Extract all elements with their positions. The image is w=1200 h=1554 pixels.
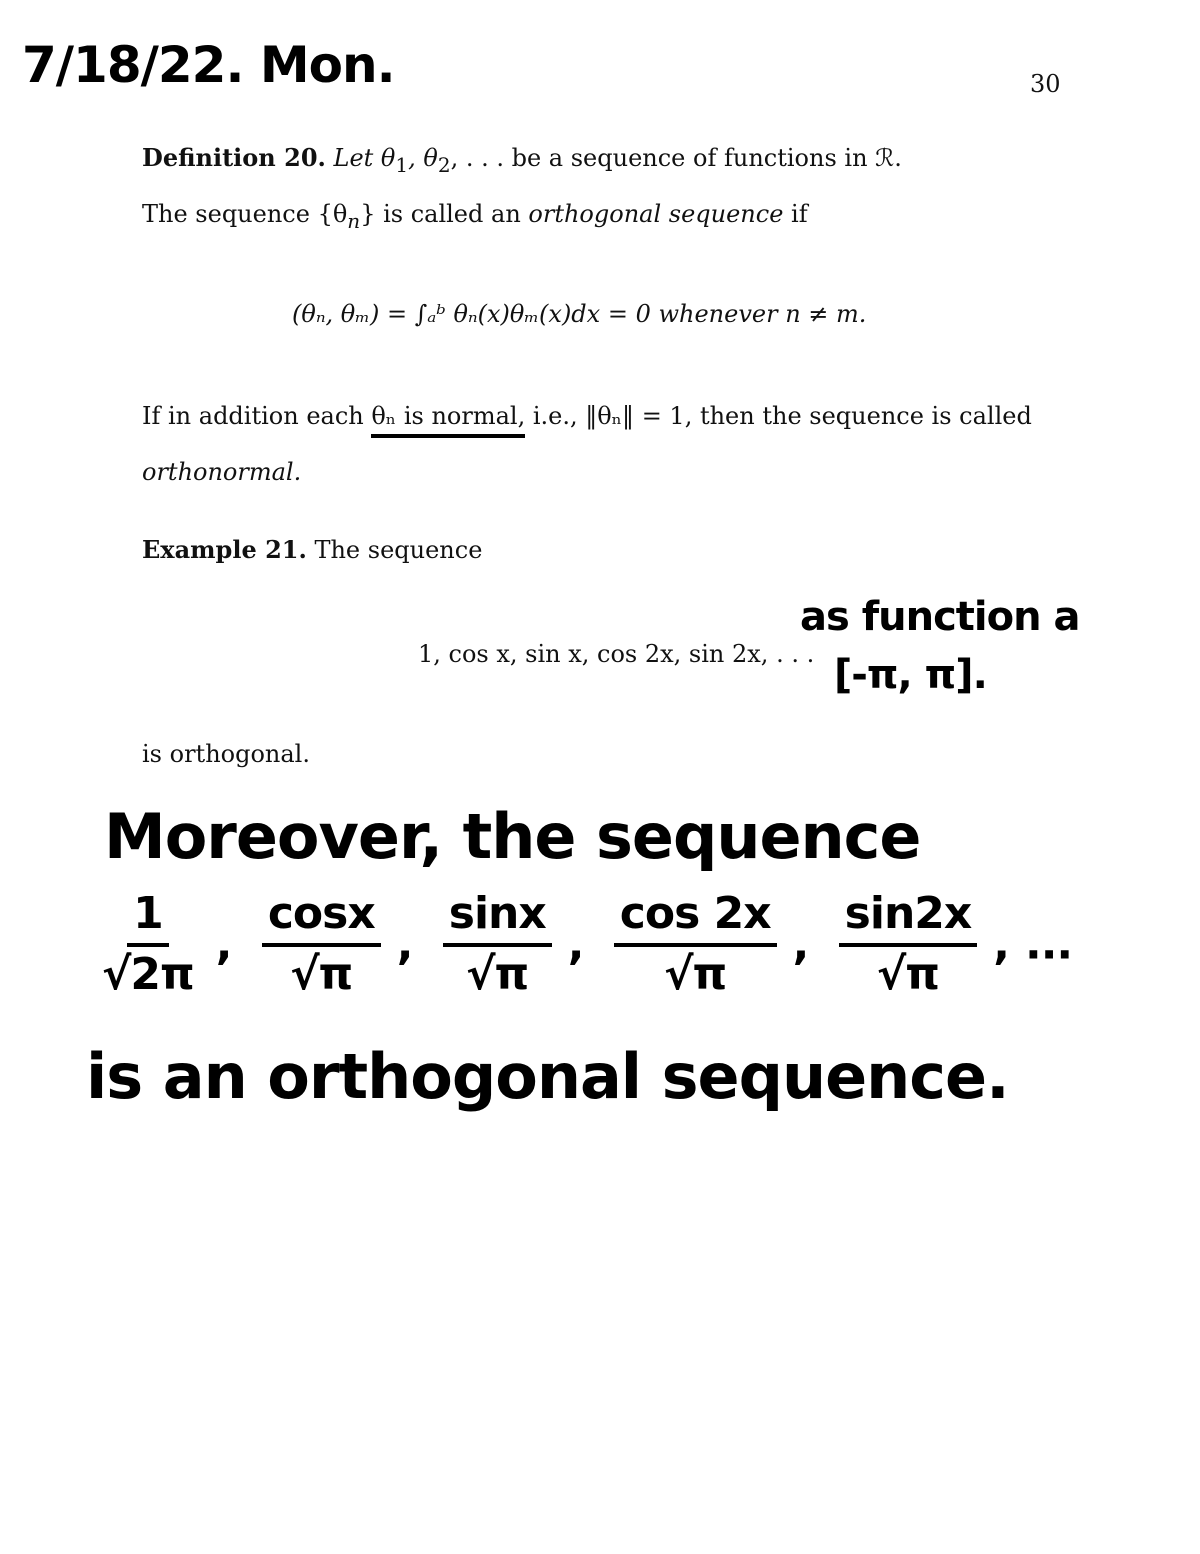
fraction-denominator: √π — [876, 949, 940, 1000]
definition-text: , θ — [408, 144, 438, 172]
fraction-denominator: √π — [290, 949, 353, 1000]
definition-text: if — [783, 200, 808, 228]
definition-heading: Definition 20. — [142, 143, 326, 172]
fraction-denominator: √π — [466, 949, 529, 1000]
fraction-numerator: 1 — [127, 888, 169, 947]
handwritten-domain-note-2: [-π, π]. — [834, 652, 987, 698]
handwritten-conclusion: is an orthogonal sequence. — [86, 1040, 1009, 1113]
definition-text: } is called an — [360, 200, 529, 228]
subscript: 1 — [395, 152, 409, 177]
fraction — [443, 888, 552, 1000]
fraction-numerator: cosx — [262, 888, 381, 947]
example-text: The sequence — [314, 536, 483, 564]
fraction-denominator: √2π — [102, 949, 194, 1000]
normal-line — [142, 402, 1032, 431]
example-conclusion: is orthogonal. — [142, 740, 310, 768]
handwritten-normalized-sequence — [96, 888, 1072, 1000]
fraction-denominator: √π — [664, 949, 727, 1000]
example-heading: Example 21. — [142, 535, 307, 564]
definition-line-1 — [142, 144, 902, 177]
example-heading-line — [142, 536, 482, 565]
example-sequence: 1, cos x, sin x, cos 2x, sin 2x, . . . — [418, 640, 815, 668]
orthogonal-term: orthogonal sequence — [528, 200, 784, 228]
fraction-numerator: cos 2x — [614, 888, 777, 947]
definition-text: i.e., ‖θₙ‖ = 1, then the sequence is called — [525, 402, 1032, 430]
handwritten-date: 7/18/22. Mon. — [22, 36, 395, 94]
underlined-normal: θₙ is normal, — [371, 402, 525, 438]
comma: , — [567, 918, 584, 970]
fraction — [96, 888, 200, 1000]
comma: , — [993, 918, 1009, 970]
ellipsis: ... — [1024, 918, 1073, 970]
definition-text: The sequence {θ — [142, 200, 348, 228]
subscript: 2 — [437, 152, 451, 177]
subscript: n — [347, 208, 361, 233]
fraction-numerator: sinx — [443, 888, 552, 947]
orthonormal-term: orthonormal. — [142, 458, 302, 486]
fraction — [262, 888, 381, 1000]
definition-text: Let θ — [333, 144, 396, 172]
handwritten-domain-note-1: as function a — [800, 594, 1080, 640]
fraction — [614, 888, 777, 1000]
comma: , — [792, 918, 809, 970]
page-number: 30 — [1030, 70, 1061, 98]
definition-line-2 — [142, 200, 808, 233]
definition-text: , . . . be a sequence of functions in ℛ. — [450, 144, 902, 172]
fraction-numerator: sin2x — [839, 888, 978, 947]
comma: , — [396, 918, 413, 970]
handwritten-moreover: Moreover, the sequence — [104, 800, 921, 873]
definition-text: If in addition each — [142, 402, 372, 430]
fraction — [839, 888, 978, 1000]
comma: , — [215, 918, 232, 970]
orthogonality-equation: (θₙ, θₘ) = ∫ₐᵇ θₙ(x)θₘ(x)dx = 0 whenever n ≠ m. — [292, 300, 867, 328]
